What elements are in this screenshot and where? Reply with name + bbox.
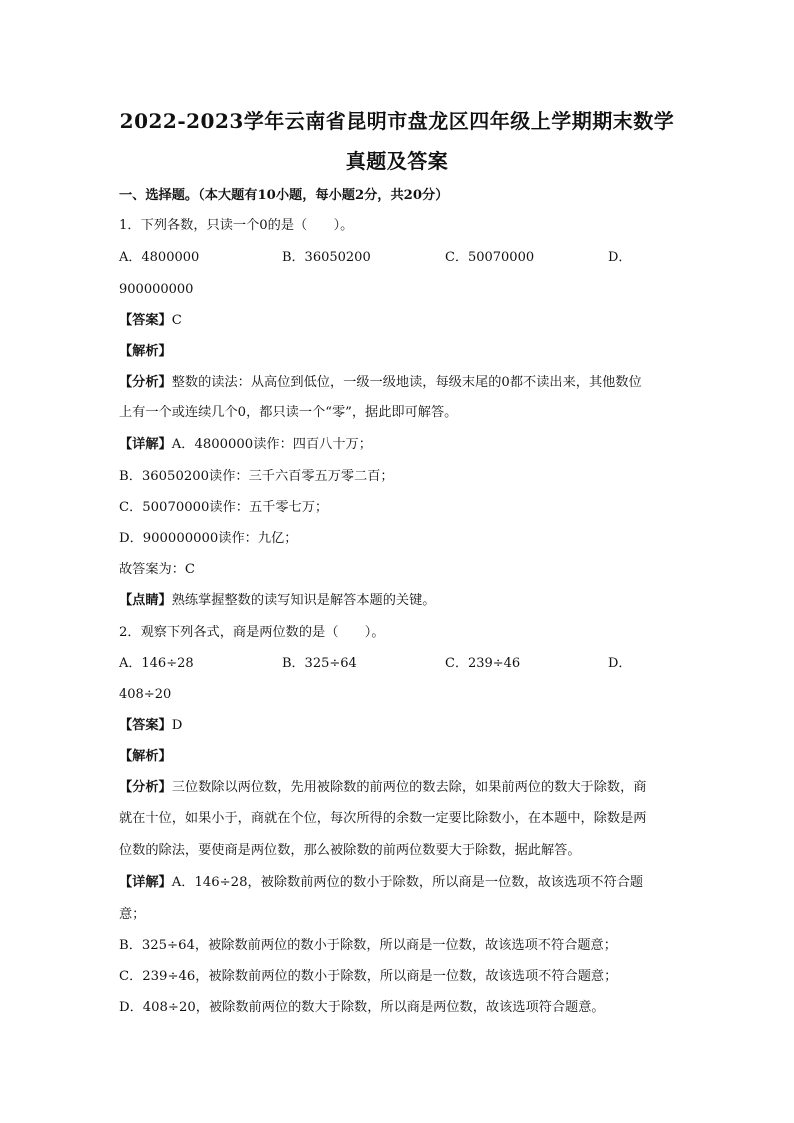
q2-option-a: A．146÷28 bbox=[119, 656, 194, 671]
q1-conclusion: 故答案为：C bbox=[119, 562, 196, 577]
q2-answer bbox=[119, 717, 679, 735]
q2-fenxi-line-2: 就在十位，如果小于，商就在个位，每次所得的余数一定要比除数小，在本题中，除数是两 bbox=[119, 811, 647, 826]
q1-answer bbox=[119, 312, 679, 330]
document-title-line-1: 2022-2023学年云南省昆明市盘龙区四年级上学期期末数学 bbox=[119, 109, 675, 133]
fenxi-text: 三位数除以两位数，先用被除数的前两位的数去除，如果前两位的数大于除数，商 bbox=[171, 780, 647, 795]
q1-option-d-value: 900000000 bbox=[119, 282, 194, 297]
xiangjie-tag: 【详解】 bbox=[119, 875, 172, 890]
answer-tag: 【答案】 bbox=[119, 718, 172, 733]
q1-fenxi-line-1 bbox=[119, 374, 679, 392]
q2-xiangjie-d: D．408÷20，被除数前两位的数大于除数，所以商是两位数，故该选项符合题意。 bbox=[119, 1000, 605, 1015]
question-2-stem: 2．观察下列各式，商是两位数的是（ ）。 bbox=[119, 625, 385, 640]
xiangjie-text: A．146÷28，被除数前两位的数小于除数，所以商是一位数，故该选项不符合题 bbox=[171, 875, 644, 890]
q2-analysis-tag: 【解析】 bbox=[119, 749, 172, 764]
answer-value: C bbox=[171, 313, 182, 328]
q1-option-b: B．36050200 bbox=[282, 250, 371, 265]
answer-value: D bbox=[171, 718, 183, 733]
q2-xiangjie-a-cont: 意； bbox=[119, 907, 146, 922]
xiangjie-text: A．4800000读作：四百八十万； bbox=[171, 437, 372, 452]
xiangjie-tag: 【详解】 bbox=[119, 437, 172, 452]
q2-fenxi-line-1 bbox=[119, 779, 679, 797]
dianjing-text: 熟练掌握整数的读写知识是解答本题的关键。 bbox=[171, 593, 436, 608]
fenxi-tag: 【分析】 bbox=[119, 780, 172, 795]
q2-option-b: B．325÷64 bbox=[282, 656, 357, 671]
dianjing-tag: 【点睛】 bbox=[119, 593, 172, 608]
q2-option-d: D． bbox=[608, 656, 632, 671]
q2-fenxi-line-3: 位数的除法，要使商是两位数，那么被除数的前两位数要大于除数，据此解答。 bbox=[119, 843, 581, 858]
q2-option-d-value: 408÷20 bbox=[119, 687, 172, 702]
q1-analysis-tag: 【解析】 bbox=[119, 344, 172, 359]
q1-xiangjie-b: B．36050200读作：三千六百零五万零二百； bbox=[119, 469, 394, 484]
document-title-line-2: 真题及答案 bbox=[345, 149, 449, 173]
q2-xiangjie-a bbox=[119, 874, 679, 892]
q1-fenxi-line-2: 上有一个或连续几个0，都只读一个“零”，据此即可解答。 bbox=[119, 405, 458, 420]
q1-option-c: C．50070000 bbox=[445, 250, 535, 265]
fenxi-tag: 【分析】 bbox=[119, 375, 172, 390]
section-heading: 一、选择题。（本大题有10小题，每小题2分，共20分） bbox=[119, 188, 449, 203]
q1-xiangjie-c: C．50070000读作：五千零七万； bbox=[119, 500, 329, 515]
q2-xiangjie-b: B．325÷64，被除数前两位的数小于除数，所以商是一位数，故该选项不符合题意； bbox=[119, 938, 617, 953]
q1-xiangjie-d: D．900000000读作：九亿； bbox=[119, 531, 298, 546]
q1-option-a: A．4800000 bbox=[119, 250, 200, 265]
q1-xiangjie-a bbox=[119, 436, 679, 454]
fenxi-text: 整数的读法：从高位到低位，一级一级地读，每级末尾的0都不读出来，其他数位 bbox=[171, 375, 642, 390]
q2-xiangjie-c: C．239÷46，被除数前两位的数小于除数，所以商是一位数，故该选项不符合题意； bbox=[119, 969, 618, 984]
question-1-stem: 1．下列各数，只读一个0的是（ ）。 bbox=[119, 218, 354, 233]
q2-option-c: C．239÷46 bbox=[445, 656, 521, 671]
answer-tag: 【答案】 bbox=[119, 313, 172, 328]
q1-dianjing bbox=[119, 592, 679, 610]
q1-option-d: D． bbox=[608, 250, 632, 265]
